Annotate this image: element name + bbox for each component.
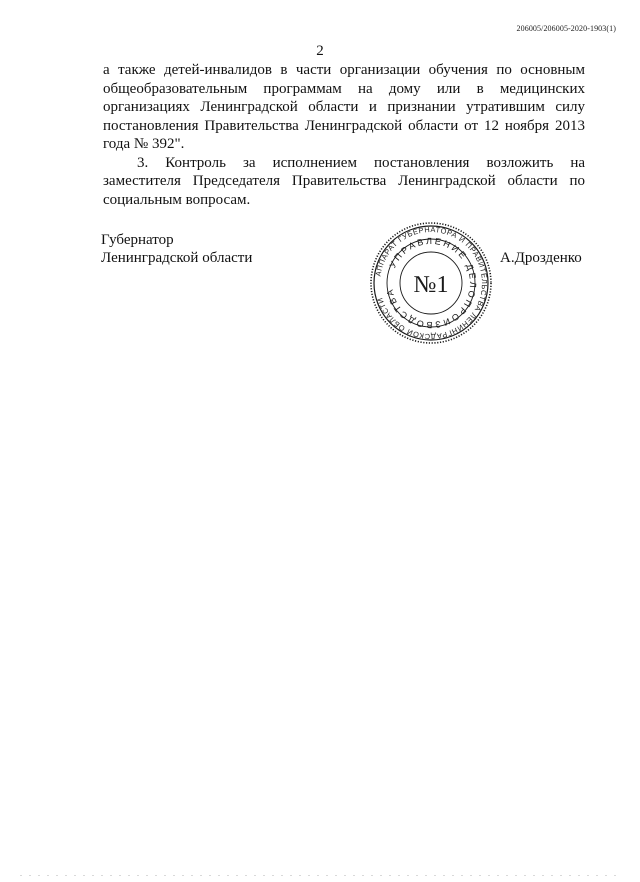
stamp-outer-text: АППАРАТ ГУБЕРНАТОРА И ПРАВИТЕЛЬСТВА ЛЕНИНГРАДСКОЙ ОБЛАСТИ <box>373 224 490 342</box>
scan-edge-noise <box>20 875 620 876</box>
page-number: 2 <box>316 43 324 59</box>
stamp-seal-graphic <box>369 221 493 345</box>
document-id: 206005/206005-2020-1903(1) <box>516 24 616 33</box>
official-stamp <box>369 221 493 345</box>
signer-position <box>101 231 252 267</box>
paragraph-continuation: а также детей-инвалидов в части организации обучения по основным общеобразовательным программам на дому или в медицинских организациях Ленинградской области и признании утратившим силу постановления Правительства Ленинградской области от 12 ноября 2013 года № 392". <box>103 62 585 152</box>
stamp-inner-text: УПРАВЛЕНИЕ ДЕЛОПРОИЗВОДСТВА <box>384 235 479 331</box>
signer-position-line-2: Ленинградской области <box>101 250 253 266</box>
paragraph-item-3: 3. Контроль за исполнением постановления возложить на заместителя Председателя Правительства Ленинградской области по социальным вопросам. <box>103 154 585 208</box>
document-body <box>103 61 585 209</box>
signer-name: А.Дрозденко <box>500 250 582 266</box>
stamp-center-number: №1 <box>413 272 449 298</box>
signer-position-line-1: Губернатор <box>101 232 174 248</box>
